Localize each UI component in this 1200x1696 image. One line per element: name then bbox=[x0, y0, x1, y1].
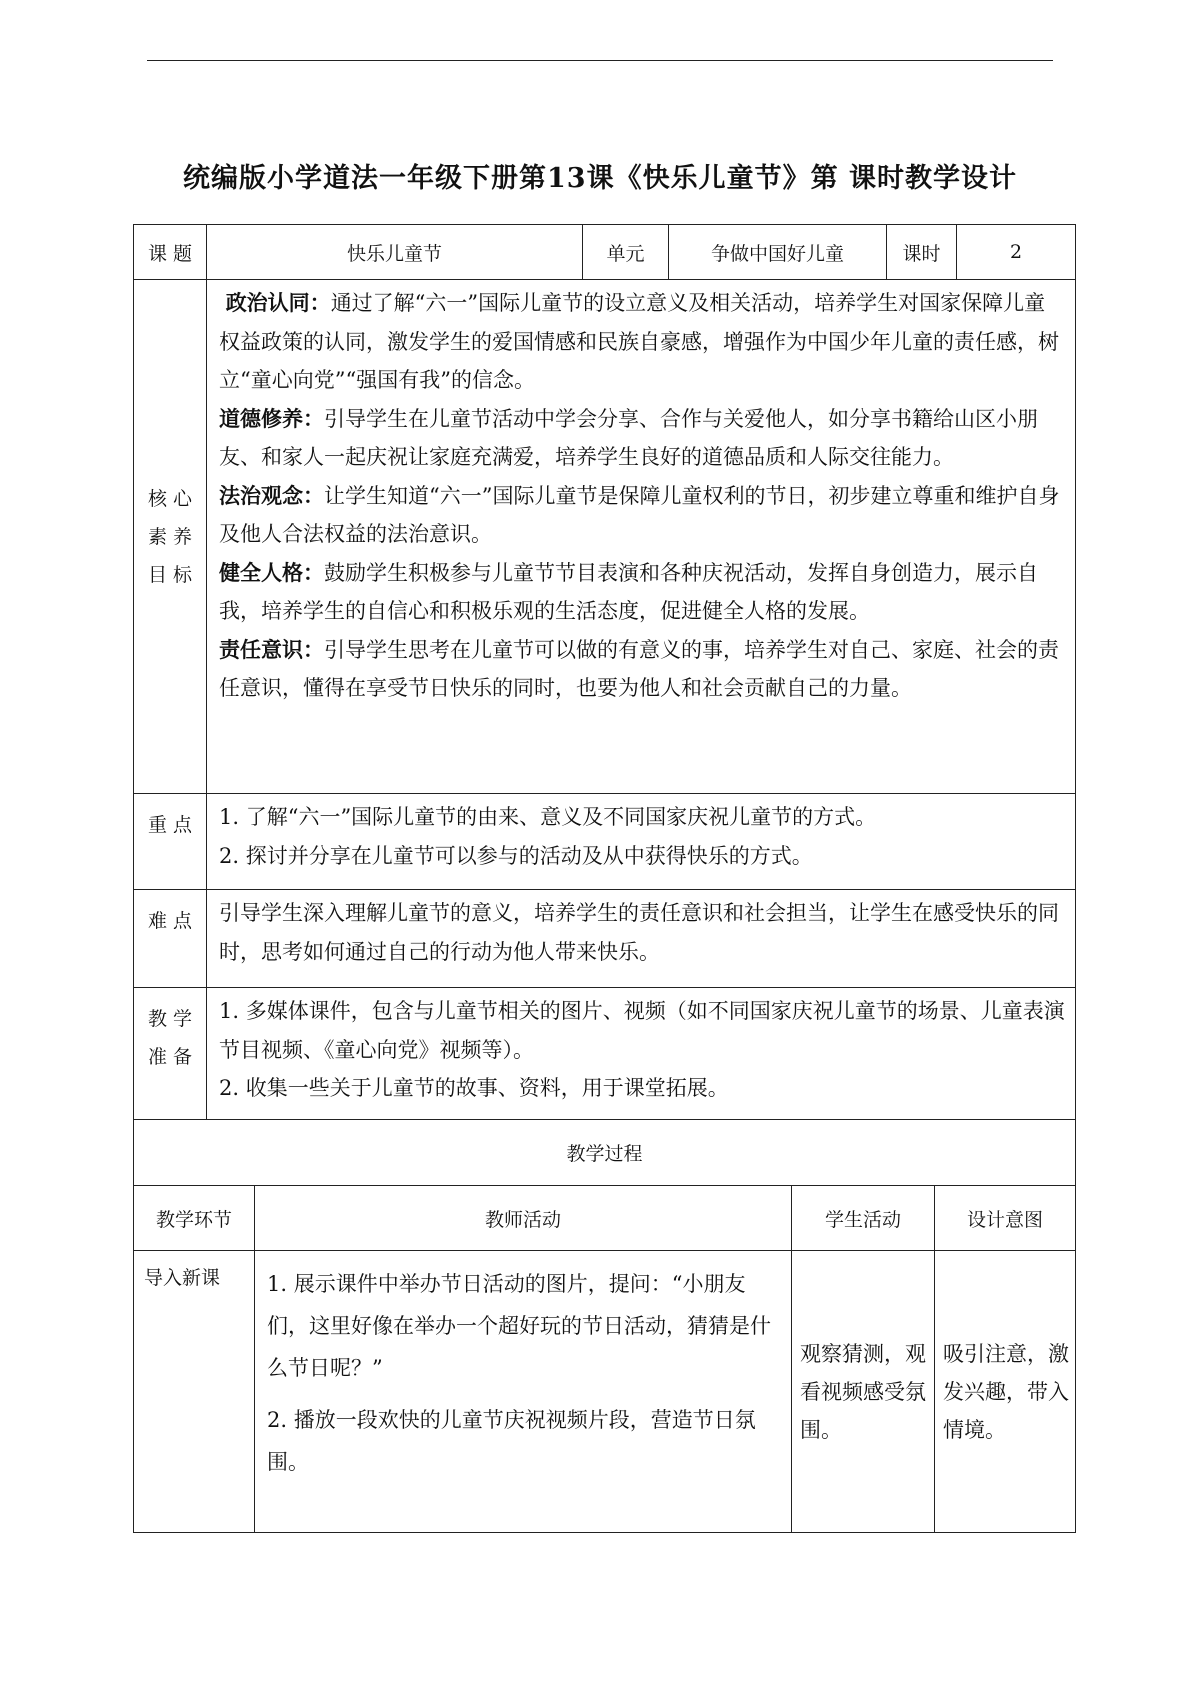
column-header-stage: 教学环节 bbox=[134, 1186, 255, 1251]
info-row bbox=[134, 225, 1076, 280]
core-item-heading: 政治认同： bbox=[225, 290, 331, 315]
core-content bbox=[207, 280, 1076, 794]
prep-item: 1. 多媒体课件，包含与儿童节相关的图片、视频（如不同国家庆祝儿童节的场景、儿童表演节目视频、《童心向党》视频等）。 bbox=[219, 999, 1065, 1062]
core-item-political bbox=[219, 284, 1065, 400]
teacher-activity-item: 2. 播放一段欢快的儿童节庆祝视频片段，营造节日氛围。 bbox=[267, 1408, 756, 1474]
key-points-row bbox=[134, 794, 1076, 890]
core-item-responsibility bbox=[219, 631, 1065, 708]
topic-label: 课 题 bbox=[134, 225, 207, 280]
column-header-teacher: 教师活动 bbox=[255, 1186, 792, 1251]
key-points-label: 重 点 bbox=[134, 794, 207, 890]
period-value: 2 bbox=[957, 225, 1076, 280]
core-label-line: 核 心 bbox=[147, 487, 193, 510]
process-heading: 教学过程 bbox=[134, 1120, 1076, 1186]
page-title: 统编版小学道法一年级下册第13课《快乐儿童节》第 课时教学设计 bbox=[183, 163, 1017, 194]
lesson-info-table bbox=[133, 224, 1076, 1120]
difficulty-row bbox=[134, 890, 1076, 988]
core-item-text: 通过了解“六一”国际儿童节的设立意义及相关活动，培养学生对国家保障儿童权益政策的认同，激发学生的爱国情感和民族自豪感，增强作为中国少年儿童的责任感，树立“童心向党”“强国有我”的信念。 bbox=[219, 291, 1059, 392]
period-label: 课时 bbox=[887, 225, 957, 280]
core-item-text: 鼓励学生积极参与儿童节节目表演和各种庆祝活动，发挥自身创造力，展示自我，培养学生的自信心和积极乐观的生活态度，促进健全人格的发展。 bbox=[219, 560, 1038, 623]
core-item-text: 让学生知道“六一”国际儿童节是保障儿童权利的节日，初步建立尊重和维护自身及他人合法权益的法治意识。 bbox=[219, 483, 1060, 546]
stage-cell: 导入新课 bbox=[134, 1251, 255, 1533]
difficulty-text: 引导学生深入理解儿童节的意义，培养学生的责任意识和社会担当，让学生在感受快乐的同时，思考如何通过自己的行动为他人带来快乐。 bbox=[219, 901, 1059, 964]
core-label-line: 素 养 bbox=[147, 525, 193, 548]
difficulty-content bbox=[207, 890, 1076, 988]
table-row bbox=[134, 1251, 1076, 1533]
core-item-text: 引导学生思考在儿童节可以做的有意义的事，培养学生对自己、家庭、社会的责任意识，懂得在享受节日快乐的同时，也要为他人和社会贡献自己的力量。 bbox=[219, 637, 1059, 700]
prep-label bbox=[134, 988, 207, 1120]
core-item-heading: 道德修养： bbox=[219, 405, 324, 431]
process-table bbox=[133, 1119, 1076, 1533]
core-item-heading: 健全人格： bbox=[219, 559, 324, 585]
header-rule bbox=[147, 60, 1053, 61]
student-activity-cell: 观察猜测，观看视频感受氛围。 bbox=[792, 1251, 935, 1533]
core-item-personality bbox=[219, 554, 1065, 631]
teacher-activity-item: 1. 展示课件中举办节日活动的图片，提问：“小朋友们，这里好像在举办一个超好玩的节日活动，猜猜是什么节日呢？” bbox=[267, 1272, 771, 1380]
design-intent-cell: 吸引注意，激发兴趣，带入情境。 bbox=[935, 1251, 1076, 1533]
column-header-intent: 设计意图 bbox=[935, 1186, 1076, 1251]
unit-value: 争做中国好儿童 bbox=[669, 225, 887, 280]
key-points-content bbox=[207, 794, 1076, 890]
key-point-item: 1. 了解“六一”国际儿童节的由来、意义及不同国家庆祝儿童节的方式。 bbox=[219, 805, 877, 829]
process-heading-row bbox=[134, 1120, 1076, 1186]
prep-label-line: 教 学 bbox=[147, 1008, 193, 1030]
core-item-moral bbox=[219, 400, 1065, 477]
column-header-student: 学生活动 bbox=[792, 1186, 935, 1251]
core-item-heading: 责任意识： bbox=[219, 636, 324, 662]
topic-value: 快乐儿童节 bbox=[207, 225, 583, 280]
core-row bbox=[134, 280, 1076, 794]
prep-row bbox=[134, 988, 1076, 1120]
core-item-text: 引导学生在儿童节活动中学会分享、合作与关爱他人，如分享书籍给山区小朋友、和家人一起庆祝让家庭充满爱，培养学生良好的道德品质和人际交往能力。 bbox=[219, 406, 1038, 469]
prep-content bbox=[207, 988, 1076, 1120]
core-label bbox=[134, 280, 207, 794]
key-point-item: 2. 探讨并分享在儿童节可以参与的活动及从中获得快乐的方式。 bbox=[219, 843, 813, 868]
teacher-activity-cell bbox=[255, 1251, 792, 1533]
unit-label: 单元 bbox=[583, 225, 669, 280]
difficulty-label: 难 点 bbox=[134, 890, 207, 988]
prep-label-line: 准 备 bbox=[147, 1046, 193, 1068]
core-label-line: 目 标 bbox=[147, 563, 193, 586]
core-item-heading: 法治观念： bbox=[219, 482, 324, 508]
prep-item: 2. 收集一些关于儿童节的故事、资料，用于课堂拓展。 bbox=[219, 1076, 729, 1100]
process-columns-row bbox=[134, 1186, 1076, 1251]
core-item-law bbox=[219, 477, 1065, 554]
